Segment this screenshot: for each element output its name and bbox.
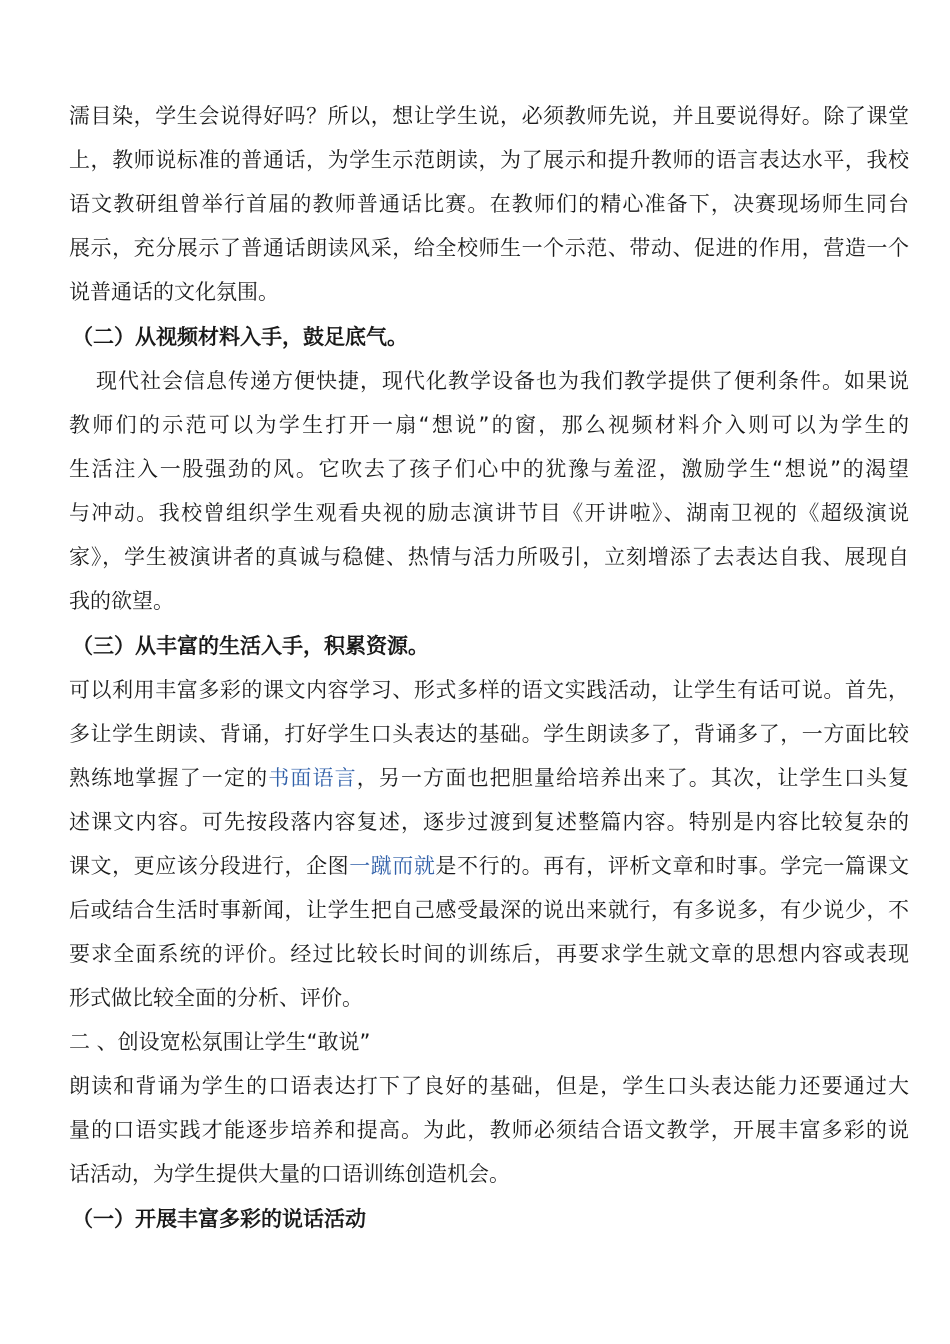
paragraph-line: 可以利用丰富多彩的课文内容学习、形式多样的语文实践活动，让学生有话可说。首先， xyxy=(69,678,909,702)
paragraph-line: 我的欲望。 xyxy=(69,589,174,613)
section-heading: （一）开展丰富多彩的说话活动 xyxy=(72,1207,366,1231)
line-text: 课文，更应该分段进行，企图 xyxy=(69,854,350,878)
paragraph-line xyxy=(69,765,909,791)
paragraph-line: 生活注入一股强劲的风。它吹去了孩子们心中的犹豫与羞涩，激励学生“想说”的渴望 xyxy=(69,457,909,481)
paragraph-line xyxy=(69,853,909,879)
paragraph-line: 上，教师说标准的普通话，为学生示范朗读，为了展示和提升教师的语言表达水平，我校 xyxy=(69,148,909,172)
paragraph-line: 说普通话的文化氛围。 xyxy=(69,280,279,304)
paragraph-line: 要求全面系统的评价。经过比较长时间的训练后，再要求学生就文章的思想内容或表现 xyxy=(69,942,909,966)
line-text: 是不行的。再有，评析文章和时事。学完一篇课文 xyxy=(435,854,909,878)
paragraph-line: 形式做比较全面的分析、评价。 xyxy=(69,986,363,1010)
paragraph-line: 与冲动。我校曾组织学生观看央视的励志演讲节目《开讲啦》、湖南卫视的《超级演说 xyxy=(69,501,909,525)
paragraph-line: 语文教研组曾举行首届的教师普通话比赛。在教师们的精心准备下，决赛现场师生同台 xyxy=(69,192,909,216)
paragraph-line: 话活动，为学生提供大量的口语训练创造机会。 xyxy=(69,1162,510,1186)
paragraph-line: 后或结合生活时事新闻，让学生把自己感受最深的说出来就行，有多说多，有少说少，不 xyxy=(69,898,909,922)
term-link[interactable]: 一蹴而就 xyxy=(349,854,436,878)
paragraph-line: 述课文内容。可先按段落内容复述，逐步过渡到复述整篇内容。特别是内容比较复杂的 xyxy=(69,810,909,834)
paragraph-line: 量的口语实践才能逐步培养和提高。为此，教师必须结合语文教学，开展丰富多彩的说 xyxy=(69,1118,909,1142)
section-heading: 二 、创设宽松氛围让学生“敢说” xyxy=(69,1030,371,1054)
section-heading: （三）从丰富的生活入手，积累资源。 xyxy=(72,634,429,658)
paragraph-line: 展示，充分展示了普通话朗读风采，给全校师生一个示范、带动、促进的作用，营造一个 xyxy=(69,236,909,260)
paragraph-line: 教师们的示范可以为学生打开一扇“想说”的窗，那么视频材料介入则可以为学生的 xyxy=(69,413,909,437)
paragraph-line: 家》，学生被演讲者的真诚与稳健、热情与活力所吸引，立刻增添了去表达自我、展现自 xyxy=(69,545,909,569)
paragraph-line: 多让学生朗读、背诵，打好学生口头表达的基础。学生朗读多了，背诵多了，一方面比较 xyxy=(69,722,909,746)
section-heading: （二）从视频材料入手，鼓足底气。 xyxy=(72,325,408,349)
paragraph-line: 朗读和背诵为学生的口语表达打下了良好的基础，但是，学生口头表达能力还要通过大 xyxy=(69,1074,909,1098)
line-text: 熟练地掌握了一定的 xyxy=(69,766,269,790)
term-link[interactable]: 书面语言 xyxy=(268,766,357,790)
paragraph-line: 濡目染，学生会说得好吗？所以，想让学生说，必须教师先说，并且要说得好。除了课堂 xyxy=(69,104,909,128)
paragraph-line: 现代社会信息传递方便快捷，现代化教学设备也为我们教学提供了便利条件。如果说 xyxy=(96,369,909,393)
line-text: ，另一方面也把胆量给培养出来了。其次，让学生口头复 xyxy=(356,766,909,790)
